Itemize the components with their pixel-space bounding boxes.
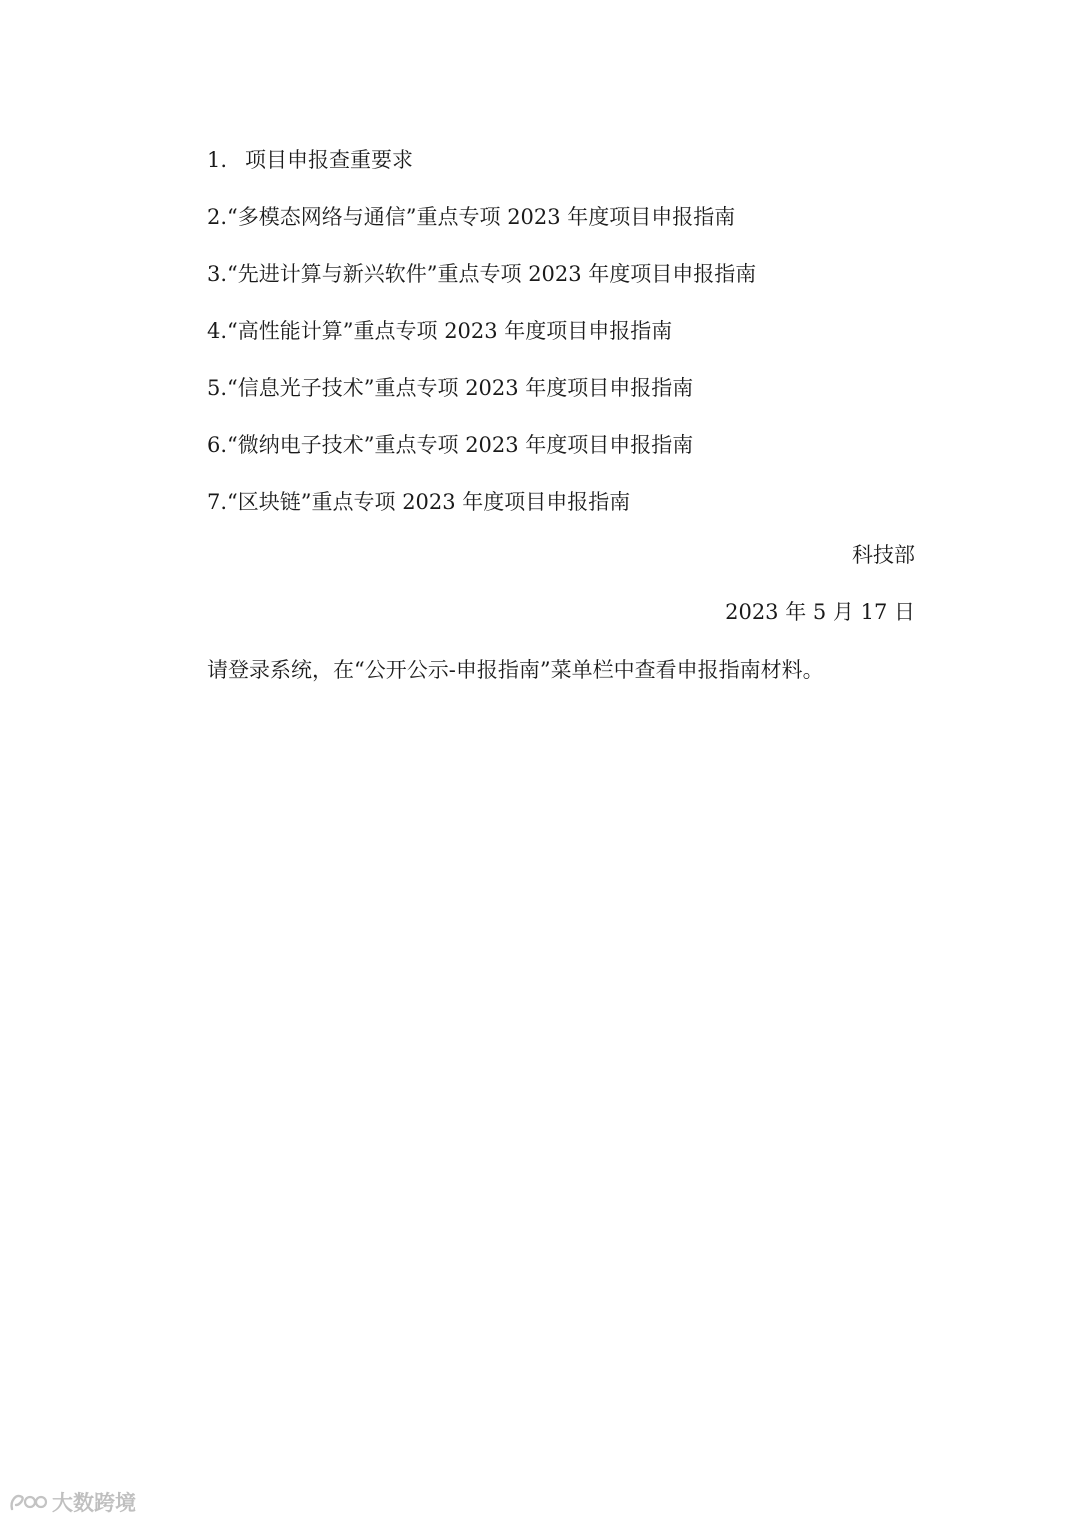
item-number: 7.: [207, 490, 228, 514]
list-item: [207, 254, 927, 311]
item-number: 1.: [207, 148, 228, 172]
list-item: [207, 368, 927, 425]
item-text: “区块链”重点专项 2023 年度项目申报指南: [227, 490, 631, 514]
attachment-list: [207, 140, 927, 539]
watermark: [8, 1487, 136, 1517]
item-text: “多模态网络与通信”重点专项 2023 年度项目申报指南: [227, 205, 736, 229]
item-text: “高性能计算”重点专项 2023 年度项目申报指南: [227, 319, 673, 343]
item-text: 项目申报查重要求: [245, 148, 414, 172]
list-item: [207, 425, 927, 482]
watermark-text: 大数跨境: [52, 1491, 136, 1515]
item-text: “信息光子技术”重点专项 2023 年度项目申报指南: [227, 376, 694, 400]
list-item: [207, 311, 927, 368]
item-text: “微纳电子技术”重点专项 2023 年度项目申报指南: [227, 433, 694, 457]
item-number: 4.: [207, 319, 228, 343]
list-item: [207, 140, 927, 197]
signature-org: 科技部: [852, 543, 915, 567]
item-number: 5.: [207, 376, 228, 400]
item-number: 3.: [207, 262, 228, 286]
signature-date: 2023 年 5 月 17 日: [725, 600, 915, 624]
notice-text: 请登录系统，在“公开公示-申报指南”菜单栏中查看申报指南材料。: [207, 658, 824, 682]
list-item: [207, 482, 927, 539]
list-item: [207, 197, 927, 254]
item-text: “先进计算与新兴软件”重点专项 2023 年度项目申报指南: [227, 262, 757, 286]
item-number: 6.: [207, 433, 228, 457]
brand-logo-icon: [8, 1489, 48, 1515]
item-number: 2.: [207, 205, 228, 229]
